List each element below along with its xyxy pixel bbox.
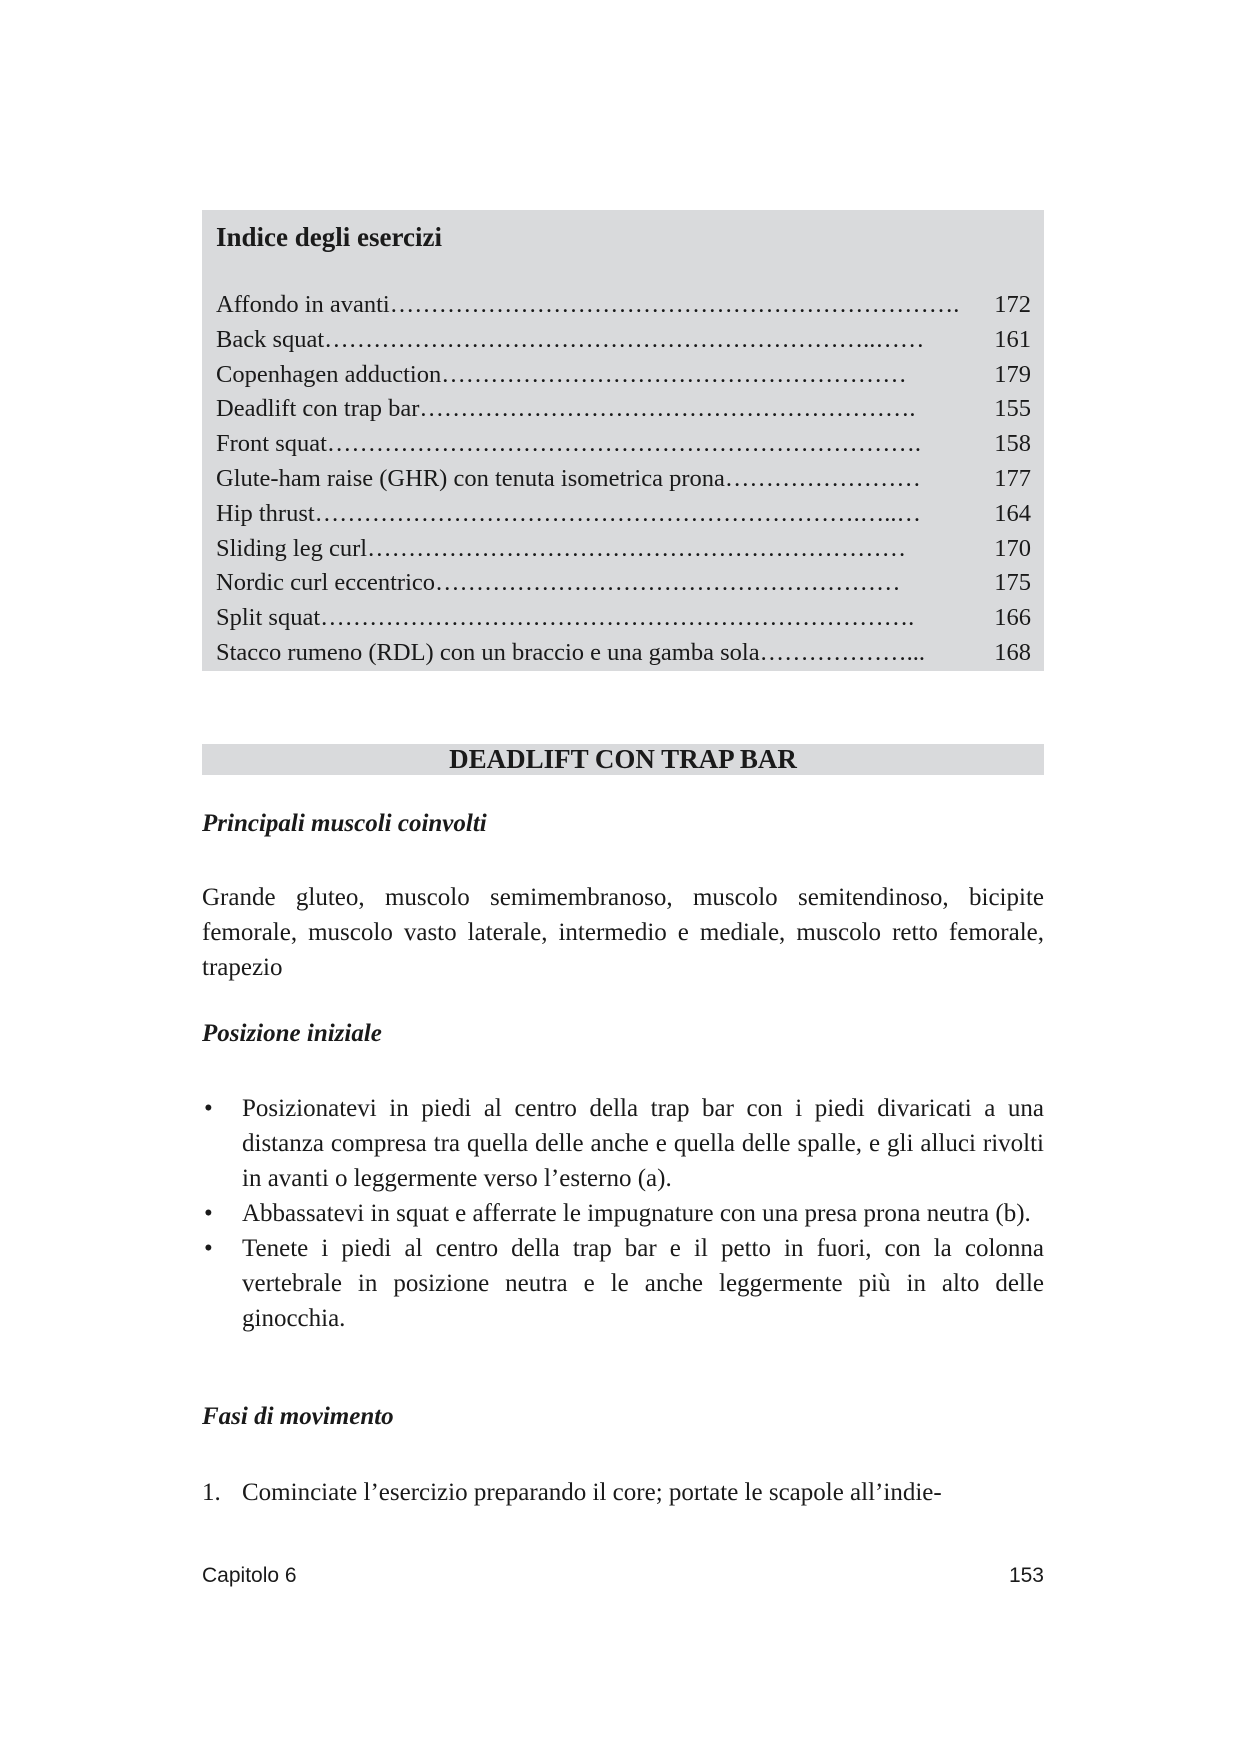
index-entry — [216, 636, 1031, 671]
index-entry — [216, 392, 1031, 427]
index-entry-label: Back squat…………………………………………………………..…… — [216, 325, 925, 353]
index-entry-label: Affondo in avanti……………………………………………………………. — [216, 291, 960, 318]
index-list — [216, 288, 1031, 671]
index-entry-label: Hip thrust………………………………………………………….…..… — [216, 499, 922, 527]
list-item — [202, 1196, 1044, 1231]
bullet-dot: • — [204, 1235, 213, 1262]
index-entry-label: Deadlift con trap bar……………………………………………………. — [216, 395, 916, 423]
index-entry — [216, 497, 1031, 532]
index-entry-label: Sliding leg curl………………………………………………………… — [216, 534, 907, 562]
index-entry-label: Nordic curl eccentrico………………………………………………… — [216, 569, 901, 597]
movement-phases-heading: Fasi di movimento — [202, 1403, 394, 1430]
index-entry — [216, 358, 1031, 393]
step-text: Cominciate l’esercizio preparando il core; portate le scapole all’indie- — [242, 1479, 942, 1506]
index-entry-label: Stacco rumeno (RDL) con un braccio e una gamba sola………………... — [216, 638, 925, 666]
index-entry-page: 161 — [994, 325, 1031, 353]
index-entry-page: 179 — [994, 360, 1031, 388]
bullet-dot: • — [204, 1095, 213, 1122]
index-entry-page: 175 — [994, 569, 1031, 597]
list-item — [202, 1091, 1044, 1196]
section-title: DEADLIFT CON TRAP BAR — [449, 744, 797, 774]
footer-page-number: 153 — [1008, 1564, 1044, 1587]
start-position-list — [202, 1091, 1044, 1336]
index-entry — [216, 427, 1031, 462]
bullet-dot: • — [204, 1200, 213, 1227]
index-entry — [216, 288, 1031, 323]
index-title: Indice degli esercizi — [216, 222, 442, 252]
index-entry — [216, 323, 1031, 358]
index-entry-label: Front squat………………………………………………………………. — [216, 430, 922, 458]
index-entry-page: 158 — [994, 430, 1031, 458]
index-entry-label: Split squat………………………………………………………………. — [216, 604, 915, 632]
index-entry-page: 170 — [994, 534, 1031, 562]
start-position-heading: Posizione iniziale — [202, 1020, 382, 1047]
index-entry-label: Glute-ham raise (GHR) con tenuta isometrica prona…………………… — [216, 464, 921, 492]
index-entry — [216, 462, 1031, 497]
bullet-text: Abbassatevi in squat e afferrate le impugnature con una presa prona neutra (b). — [242, 1200, 1031, 1227]
index-entry-label: Copenhagen adduction………………………………………………… — [216, 360, 907, 388]
index-entry — [216, 601, 1031, 636]
movement-steps-list — [202, 1475, 1044, 1510]
index-entry — [216, 566, 1031, 601]
index-entry-page: 177 — [994, 464, 1031, 492]
index-entry — [216, 532, 1031, 567]
list-item — [202, 1475, 1044, 1510]
exercise-index-box — [202, 210, 1044, 671]
footer-chapter: Capitolo 6 — [202, 1564, 297, 1587]
muscles-heading: Principali muscoli coinvolti — [202, 810, 487, 837]
index-entry-page: 155 — [994, 395, 1031, 423]
index-entry-page: 168 — [994, 638, 1031, 666]
bullet-text: Posizionatevi in piedi al centro della trap bar con i piedi divaricati a una distanza compresa tra quella delle anche e quella delle spalle, e gli alluci rivolti in avanti o leggermente verso l’esterno (a). — [242, 1095, 1044, 1192]
index-entry-page: 172 — [994, 291, 1031, 318]
step-number: 1. — [202, 1479, 221, 1506]
index-entry-page: 166 — [994, 604, 1031, 632]
section-heading-band — [202, 744, 1044, 775]
index-entry-page: 164 — [994, 499, 1031, 527]
list-item — [202, 1231, 1044, 1336]
muscles-paragraph: Grande gluteo, muscolo semimembranoso, muscolo semitendinoso, bicipite femorale, muscolo vasto laterale, intermedio e mediale, muscolo retto femorale, trapezio — [202, 884, 1044, 981]
bullet-text: Tenete i piedi al centro della trap bar e il petto in fuori, con la colonna vertebrale in posizione neutra e le anche leggermente più in alto delle ginocchia. — [242, 1235, 1044, 1332]
